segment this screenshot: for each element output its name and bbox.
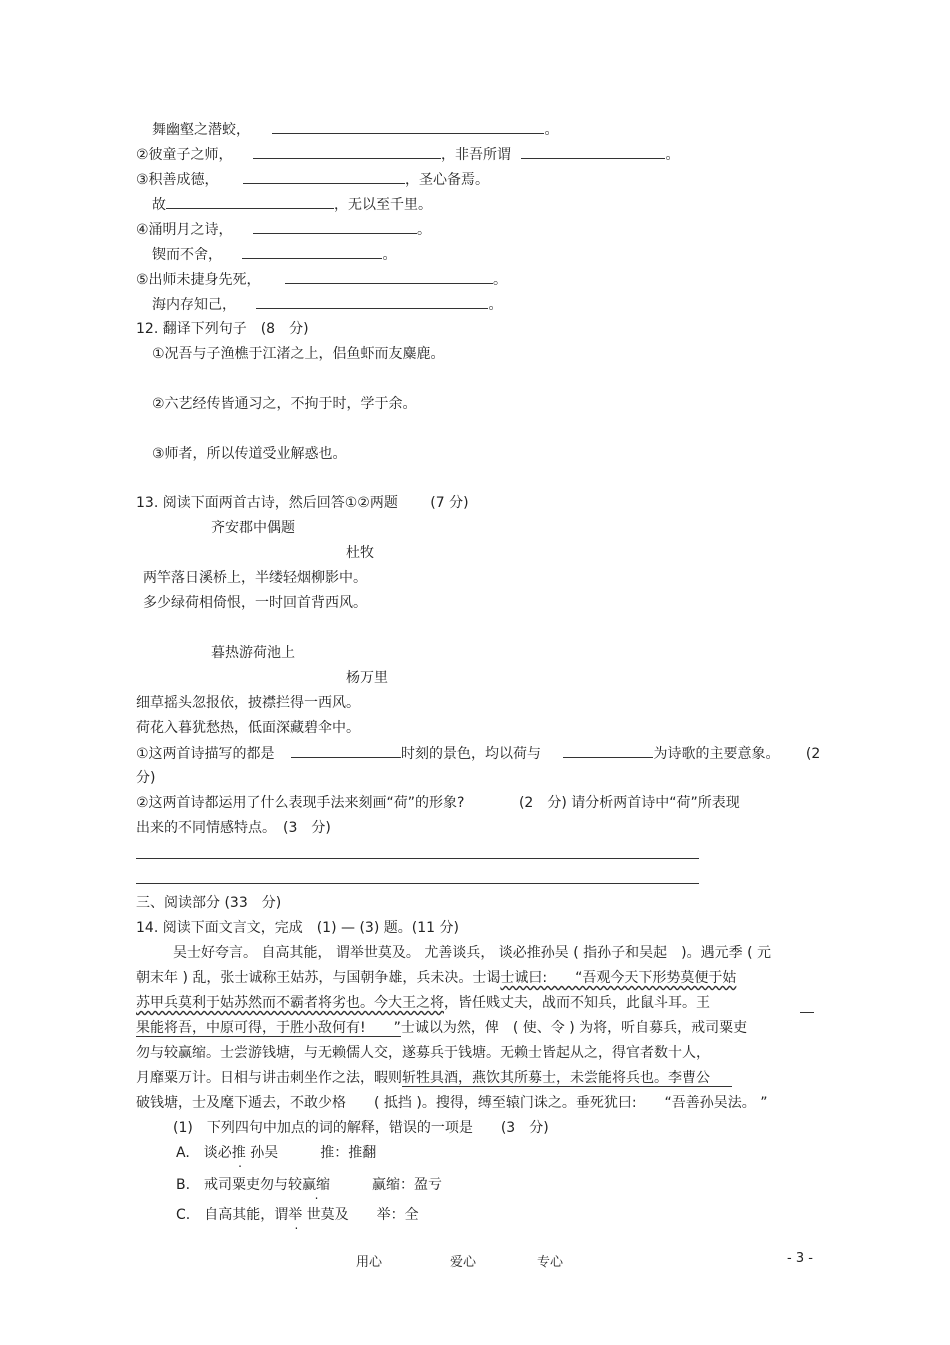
line-punct: 。 [488, 297, 503, 313]
line-text: ③积善成德， [136, 172, 219, 188]
dotted-word: 赢缩 [302, 1177, 331, 1193]
passage-text: 月靡粟万计。日相与讲击刺坐作之法，暇则 [136, 1070, 402, 1086]
footer-text-2: 爱心 [450, 1255, 477, 1270]
underline-fragment [800, 1012, 814, 1013]
footer-text-3: 专心 [537, 1255, 564, 1270]
question-text-cont: 出来的不同情感特点。 (3 分) [136, 820, 331, 836]
option-text: 世莫及 举：全 [302, 1207, 419, 1223]
question-text: ②这两首诗都运用了什么表现手法来刻画“荷”的形象? [136, 795, 465, 811]
fill-line-1 [152, 120, 558, 139]
option-text: C. 自高其能，谓 [176, 1207, 289, 1223]
poem2-title: 暮热游荷池上 [211, 645, 295, 661]
line-text: ，非吾所谓 [441, 147, 512, 163]
fill-line-7 [136, 270, 507, 289]
answer-line[interactable] [136, 883, 699, 884]
q12-title: 12. 翻译下列句子 (8 分) [136, 321, 309, 337]
line-punct: 。 [493, 272, 508, 288]
fill-line-2 [136, 145, 679, 164]
answer-blank[interactable] [291, 744, 401, 758]
q13-question-2 [136, 794, 740, 812]
poem2-line-2: 荷花入暮犹愁热，低面深藏碧伞中。 [136, 720, 360, 736]
dotted-word: 推 [231, 1145, 246, 1161]
line-text: ②彼童子之师， [136, 147, 233, 163]
passage-line-6 [136, 1069, 732, 1087]
answer-blank[interactable] [243, 170, 405, 184]
poem1-line-1: 两竿落日溪桥上，半缕轻烟柳影中。 [143, 570, 367, 586]
q12-sentence-3: ③师者，所以传道受业解惑也。 [152, 446, 347, 462]
line-punct: 。 [417, 222, 432, 238]
line-text: ，无以至千里。 [334, 197, 432, 213]
option-text: 赢缩：盈亏 [330, 1177, 443, 1193]
passage-line-5: 勿与较赢缩。士尝游钱塘，与无赖儒人交，遂募兵于钱塘。无赖士皆起从之，得官者数十人， [136, 1045, 710, 1061]
poem1-title: 齐安郡中偶题 [211, 520, 295, 536]
question-text: 时刻的景色，均以荷与 [401, 746, 542, 762]
poem2-line-1: 细草摇头忽报依，披襟拦得一西风。 [136, 695, 360, 711]
passage-underlined: 士诚曰: “吾观今天下形势莫便于姑 [500, 970, 737, 986]
option-a[interactable] [176, 1144, 376, 1162]
section-title: 三、阅读部分 (33 分) [136, 895, 282, 911]
answer-blank[interactable] [242, 245, 382, 259]
question-score: (2 [805, 746, 821, 762]
passage-underlined: 苏甲兵莫利于姑苏然而不霸者将劣也。今大王之将 [136, 995, 444, 1011]
line-text: 锲而不舍， [152, 247, 222, 263]
option-b[interactable] [176, 1176, 442, 1194]
footer-text-1: 用心 [356, 1255, 383, 1270]
line-punct: 。 [382, 247, 397, 263]
line-text: ⑤出师未捷身先死， [136, 272, 261, 288]
passage-text: 朝末年 ) 乱，张士诚称王姑苏，与国朝争雄，兵未决。士谒 [136, 970, 501, 986]
answer-blank[interactable] [285, 270, 493, 284]
q13-title [136, 494, 469, 512]
option-text: B. 戒司粟吏勿与较 [176, 1177, 303, 1193]
passage-line-7: 破钱塘，士及麾下遁去，不敢少格 ( 抵挡 )。搜得，缚至辕门诛之。垂死犹曰: “吾善孙吴法。 ” [136, 1095, 768, 1111]
option-c[interactable] [176, 1206, 419, 1224]
answer-blank[interactable] [253, 220, 417, 234]
answer-blank[interactable] [253, 145, 441, 159]
answer-blank[interactable] [563, 744, 653, 758]
passage-line-3 [136, 994, 710, 1012]
passage-underlined: 斩牲具酒，燕饮其所募士，未尝能将兵也。 [402, 1070, 668, 1086]
answer-blank[interactable] [272, 120, 544, 134]
dotted-word: 举 [288, 1207, 303, 1223]
answer-line[interactable] [136, 858, 699, 859]
q12-sentence-2: ②六艺经传皆通习之，不拘于时，学于余。 [152, 396, 417, 412]
fill-line-6 [152, 245, 396, 264]
passage-underlined: 李曹公 [668, 1070, 732, 1087]
page-number: - 3 - [787, 1251, 813, 1266]
poem1-line-2: 多少绿荷相倚恨，一时回首背西风。 [143, 595, 367, 611]
q14-sub-question-1: (1) 下列四句中加点的词的解释，错误的一项是 (3 分) [173, 1120, 549, 1136]
line-text: 舞幽壑之潜蛟， [152, 122, 250, 138]
fill-line-4 [152, 195, 432, 214]
option-text: A. 谈必 [176, 1145, 232, 1161]
passage-line-1: 吴士好夸言。 自高其能， 谓举世莫及。 尤善谈兵， 谈必推孙吴 ( 指孙子和吴起 )。遇元季 ( 元 [173, 945, 771, 961]
question-text: (2 分) 请分析两首诗中“荷”所表现 [518, 795, 740, 811]
answer-blank[interactable] [166, 195, 334, 209]
passage-text: ，皆任贱丈夫，战而不知兵，此鼠斗耳。王 [444, 995, 710, 1011]
poem1-author: 杜牧 [346, 545, 374, 561]
passage-line-2 [136, 969, 736, 987]
q13-question-1 [136, 744, 820, 763]
line-text: 故 [152, 197, 166, 213]
fill-line-3 [136, 170, 489, 189]
fill-line-5 [136, 220, 431, 239]
line-text: ④涌明月之诗， [136, 222, 233, 238]
line-punct: 。 [544, 122, 559, 138]
question-text: ①这两首诗描写的都是 [136, 746, 275, 762]
line-text: 海内存知己， [152, 297, 236, 313]
line-text: ，圣心备焉。 [405, 172, 490, 188]
passage-underlined: 果能将吾，中原可得，于胜小敌何有! ” [136, 1020, 401, 1036]
q14-title: 14. 阅读下面文言文，完成 (1) — (3) 题。(11 分) [136, 920, 459, 936]
q12-sentence-1: ①况吾与子渔樵于江渚之上，侣鱼虾而友麋鹿。 [152, 346, 445, 362]
q13-title-text: 13. 阅读下面两首古诗，然后回答①②两题 [136, 495, 398, 511]
poem2-author: 杨万里 [346, 670, 388, 686]
passage-text: 士诚以为然，俾 ( 使、令 ) 为将，听自募兵，戒司粟吏 [400, 1020, 748, 1036]
question-score-cont: 分) [136, 770, 156, 786]
answer-blank[interactable] [256, 295, 488, 309]
fill-line-8 [152, 295, 502, 314]
option-text: 孙吴 推：推翻 [245, 1145, 377, 1161]
question-text: 为诗歌的主要意象。 [653, 746, 780, 762]
q13-score: (7 分) [430, 495, 469, 511]
line-punct: 。 [665, 147, 680, 163]
passage-line-4 [136, 1019, 747, 1037]
answer-blank[interactable] [521, 145, 665, 159]
